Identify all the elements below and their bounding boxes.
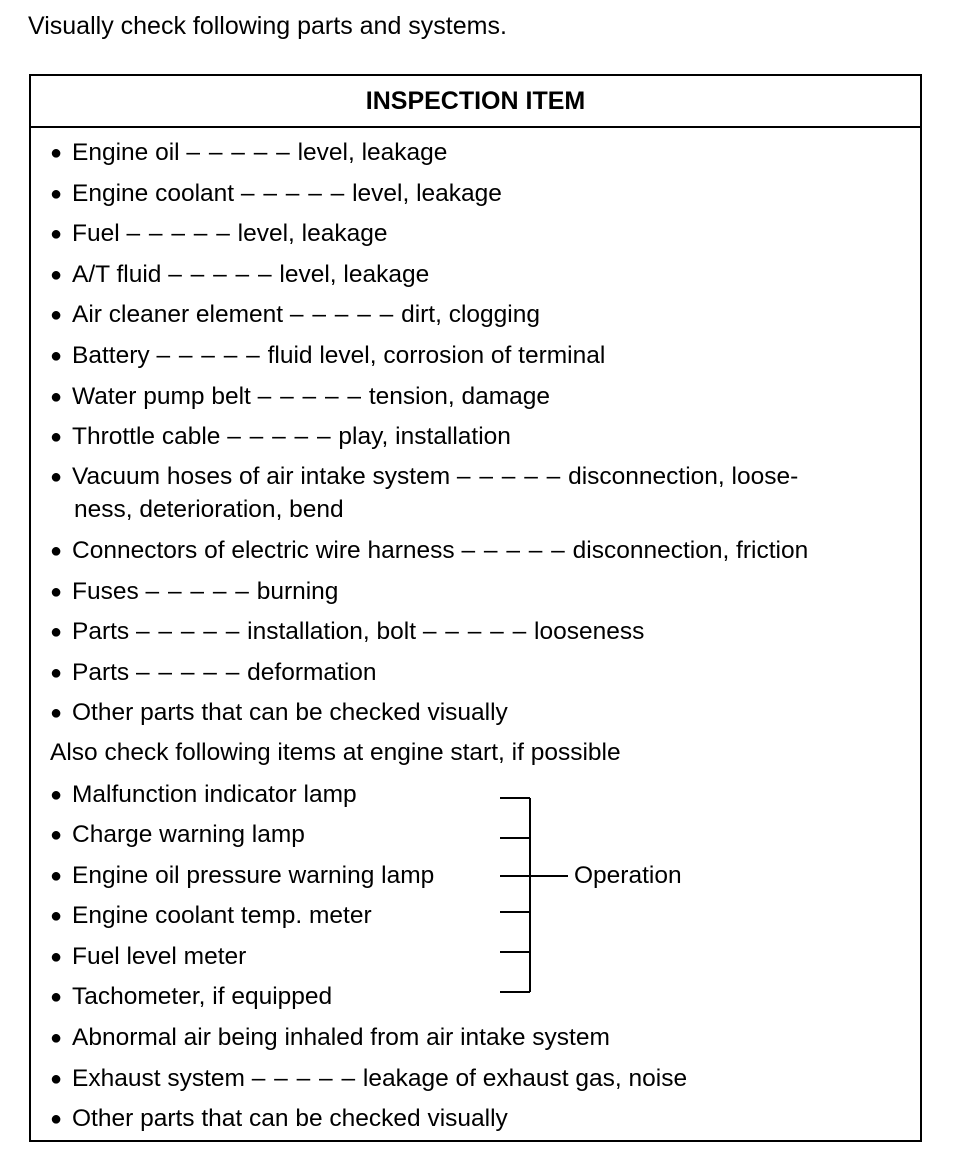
list-item: ● Throttle cable – – – – – play, installation xyxy=(50,421,511,453)
list-item-continuation: ness, deterioration, bend xyxy=(74,496,344,523)
bullet-icon: ● xyxy=(50,426,63,448)
list-item: ● Fuel level meter xyxy=(50,941,246,973)
list-item: ● Malfunction indicator lamp xyxy=(50,779,357,811)
list-item: ● Engine oil – – – – – level, leakage xyxy=(50,137,447,169)
bullet-icon: ● xyxy=(50,986,63,1008)
list-item: ● Other parts that can be checked visually xyxy=(50,697,508,729)
bullet-icon: ● xyxy=(50,345,63,367)
list-item: ● Vacuum hoses of air intake system – – – – – disconnection, loose- xyxy=(50,461,798,493)
bullet-icon: ● xyxy=(50,946,63,968)
list-item: ● Connectors of electric wire harness – – – – – disconnection, friction xyxy=(50,535,808,567)
list-item: ● Water pump belt – – – – – tension, damage xyxy=(50,381,550,413)
list-item: ● Other parts that can be checked visually xyxy=(50,1103,508,1135)
bullet-icon: ● xyxy=(50,386,63,408)
table-header: INSPECTION ITEM xyxy=(31,76,920,128)
list-item: ● Abnormal air being inhaled from air intake system xyxy=(50,1022,610,1054)
bullet-icon: ● xyxy=(50,824,63,846)
bullet-icon: ● xyxy=(50,1027,63,1049)
bullet-icon: ● xyxy=(50,540,63,562)
list-item: ● Fuses – – – – – burning xyxy=(50,576,338,608)
list-item: ● Engine oil pressure warning lamp xyxy=(50,860,434,892)
bullet-icon: ● xyxy=(50,1068,63,1090)
list-item: ● Exhaust system – – – – – leakage of exhaust gas, noise xyxy=(50,1063,687,1095)
bullet-icon: ● xyxy=(50,905,63,927)
list-item: ● Parts – – – – – deformation xyxy=(50,657,377,689)
bullet-icon: ● xyxy=(50,784,63,806)
bullet-icon: ● xyxy=(50,142,63,164)
list-item: ● Tachometer, if equipped xyxy=(50,981,332,1013)
engine-start-note: Also check following items at engine start, if possible xyxy=(50,739,621,766)
bullet-icon: ● xyxy=(50,865,63,887)
bullet-icon: ● xyxy=(50,223,63,245)
list-item: ● A/T fluid – – – – – level, leakage xyxy=(50,259,429,291)
list-item: ● Fuel – – – – – level, leakage xyxy=(50,218,387,250)
list-item: ● Engine coolant temp. meter xyxy=(50,900,372,932)
bullet-icon: ● xyxy=(50,1108,63,1130)
list-item: ● Battery – – – – – fluid level, corrosion of terminal xyxy=(50,340,605,372)
bullet-icon: ● xyxy=(50,621,63,643)
bullet-icon: ● xyxy=(50,304,63,326)
bullet-icon: ● xyxy=(50,264,63,286)
bullet-icon: ● xyxy=(50,183,63,205)
bullet-icon: ● xyxy=(50,662,63,684)
intro-text: Visually check following parts and systems. xyxy=(28,12,507,40)
bullet-icon: ● xyxy=(50,581,63,603)
bullet-icon: ● xyxy=(50,702,63,724)
list-item: ● Parts – – – – – installation, bolt – – – – – looseness xyxy=(50,616,644,648)
list-item: ● Engine coolant – – – – – level, leakage xyxy=(50,178,502,210)
bullet-icon: ● xyxy=(50,466,63,488)
operation-label: Operation xyxy=(574,862,682,889)
list-item: ● Air cleaner element – – – – – dirt, clogging xyxy=(50,299,540,331)
list-item: ● Charge warning lamp xyxy=(50,819,305,851)
